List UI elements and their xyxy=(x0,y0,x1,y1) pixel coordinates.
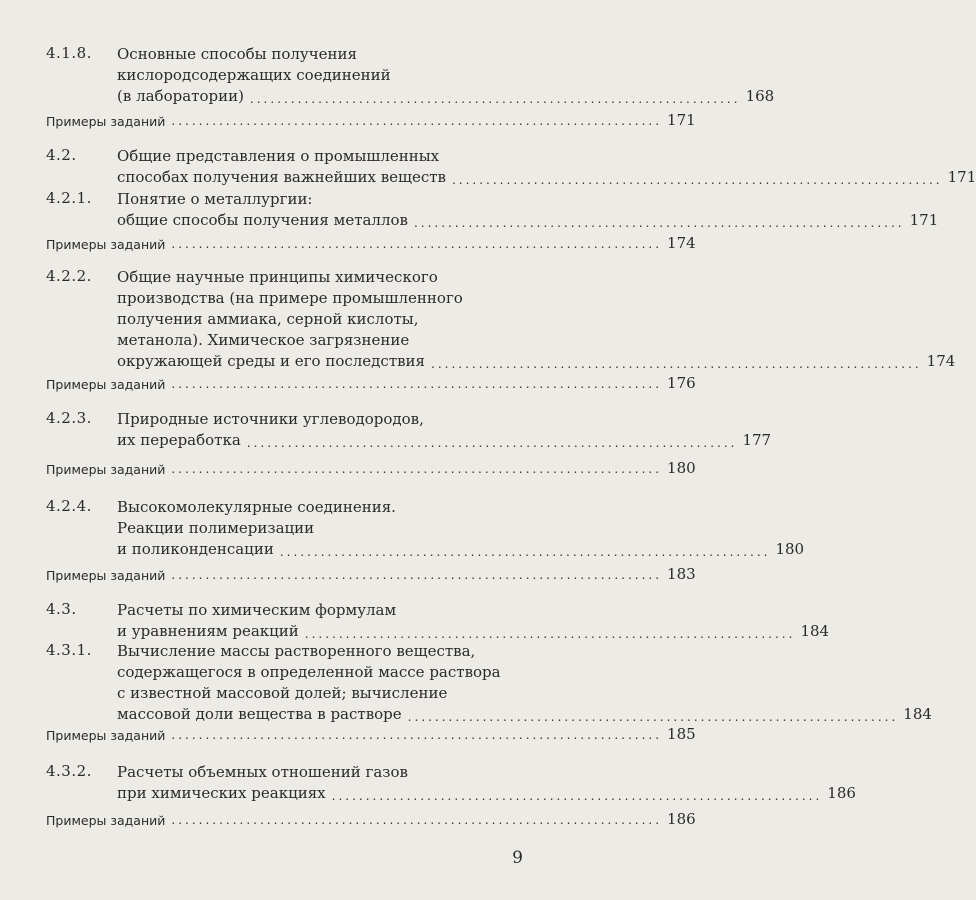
examples-row xyxy=(46,565,696,583)
entry-number: 4.2.3. xyxy=(46,409,92,427)
entry-page: 180 xyxy=(775,540,805,558)
leader-dots: ........................................................................ xyxy=(431,357,922,371)
entry-line: массовой доли вещества в растворе xyxy=(117,705,402,723)
leader-dots: ........................................................................ xyxy=(451,173,943,187)
leader-dots: ........................................................................ xyxy=(249,92,741,106)
examples-row xyxy=(46,459,696,477)
leader-dots: ........................................................................ xyxy=(304,627,796,641)
examples-page: 185 xyxy=(667,725,696,743)
entry-line: при химических реакциях xyxy=(117,784,326,802)
entry-page: 184 xyxy=(800,622,830,640)
entry-line: Общие представления о промышленных xyxy=(117,147,440,165)
entry-number: 4.2. xyxy=(46,146,77,164)
entry-line: Расчеты объемных отношений газов xyxy=(117,763,408,781)
examples-row xyxy=(46,234,696,252)
toc-entry xyxy=(46,762,856,804)
entry-line: Вычисление массы растворенного вещества, xyxy=(117,642,476,660)
entry-line: Основные способы получения xyxy=(117,45,357,63)
entry-page: 186 xyxy=(827,784,856,802)
examples-page: 183 xyxy=(667,565,696,583)
toc-entry xyxy=(46,189,939,231)
leader-dots: ........................................................................ xyxy=(171,377,663,391)
entry-line: и поликонденсации xyxy=(117,540,274,558)
page-number: 9 xyxy=(512,848,523,868)
toc-entry xyxy=(46,44,775,107)
leader-dots: ........................................................................ xyxy=(171,813,663,827)
leader-dots: ........................................................................ xyxy=(171,462,663,476)
examples-label: Примеры заданий xyxy=(46,114,166,129)
leader-dots: ........................................................................ xyxy=(279,545,771,559)
examples-row xyxy=(46,111,696,129)
leader-dots: ........................................................................ xyxy=(246,436,738,450)
examples-label: Примеры заданий xyxy=(46,568,166,583)
examples-label: Примеры заданий xyxy=(46,377,166,392)
toc-entry xyxy=(46,267,956,372)
examples-page: 171 xyxy=(667,111,696,129)
entry-number: 4.3.1. xyxy=(46,641,92,659)
entry-line: (в лаборатории) xyxy=(117,87,244,105)
entry-page: 171 xyxy=(909,211,939,229)
toc-entry xyxy=(46,600,830,642)
entry-line: метанола). Химическое загрязнение xyxy=(117,331,410,349)
leader-dots: ........................................................................ xyxy=(413,216,905,230)
examples-label: Примеры заданий xyxy=(46,813,166,828)
examples-label: Примеры заданий xyxy=(46,728,166,743)
entry-line: кислородсодержащих соединений xyxy=(117,66,391,84)
entry-line: с известной массовой долей; вычисление xyxy=(117,684,448,702)
examples-page: 186 xyxy=(667,810,696,828)
examples-page: 180 xyxy=(667,459,696,477)
toc-entry xyxy=(46,641,932,725)
entry-number: 4.2.1. xyxy=(46,189,92,207)
toc-entry xyxy=(46,497,805,560)
entry-page: 174 xyxy=(926,352,956,370)
entry-line: и уравнениям реакций xyxy=(117,622,299,640)
entry-line: Реакции полимеризации xyxy=(117,519,315,537)
entry-number: 4.1.8. xyxy=(46,44,92,62)
examples-label: Примеры заданий xyxy=(46,462,166,477)
leader-dots: ........................................................................ xyxy=(171,568,663,582)
entry-page: 171 xyxy=(947,168,976,186)
entry-line: окружающей среды и его последствия xyxy=(117,352,426,370)
entry-line: Природные источники углеводородов, xyxy=(117,410,424,428)
entry-number: 4.3.2. xyxy=(46,762,92,780)
entry-line: производства (на примере промышленного xyxy=(117,289,463,307)
entry-line: способах получения важнейших веществ xyxy=(117,168,446,186)
toc-entry xyxy=(46,146,976,188)
examples-page: 174 xyxy=(667,234,696,252)
entry-line: общие способы получения металлов xyxy=(117,211,408,229)
entry-page: 184 xyxy=(903,705,932,723)
toc-entry xyxy=(46,409,772,451)
entry-line: их переработка xyxy=(117,431,241,449)
entry-line: Высокомолекулярные соединения. xyxy=(117,498,396,516)
entry-page: 177 xyxy=(742,431,772,449)
examples-label: Примеры заданий xyxy=(46,237,166,252)
entry-line: получения аммиака, серной кислоты, xyxy=(117,310,419,328)
entry-page: 168 xyxy=(745,87,775,105)
examples-row xyxy=(46,374,696,392)
entry-line: Расчеты по химическим формулам xyxy=(117,601,397,619)
entry-line: Общие научные принципы химического xyxy=(117,268,438,286)
examples-row xyxy=(46,810,696,828)
leader-dots: ........................................................................ xyxy=(171,728,663,742)
leader-dots: ........................................................................ xyxy=(171,114,663,128)
examples-page: 176 xyxy=(667,374,696,392)
entry-number: 4.2.4. xyxy=(46,497,92,515)
entry-line: Понятие о металлургии: xyxy=(117,190,313,208)
entry-number: 4.3. xyxy=(46,600,77,618)
leader-dots: ........................................................................ xyxy=(331,789,823,803)
examples-row xyxy=(46,725,696,743)
leader-dots: ........................................................................ xyxy=(171,237,663,251)
entry-line: содержащегося в определенной массе раствора xyxy=(117,663,501,681)
entry-number: 4.2.2. xyxy=(46,267,92,285)
leader-dots: ........................................................................ xyxy=(407,710,899,724)
